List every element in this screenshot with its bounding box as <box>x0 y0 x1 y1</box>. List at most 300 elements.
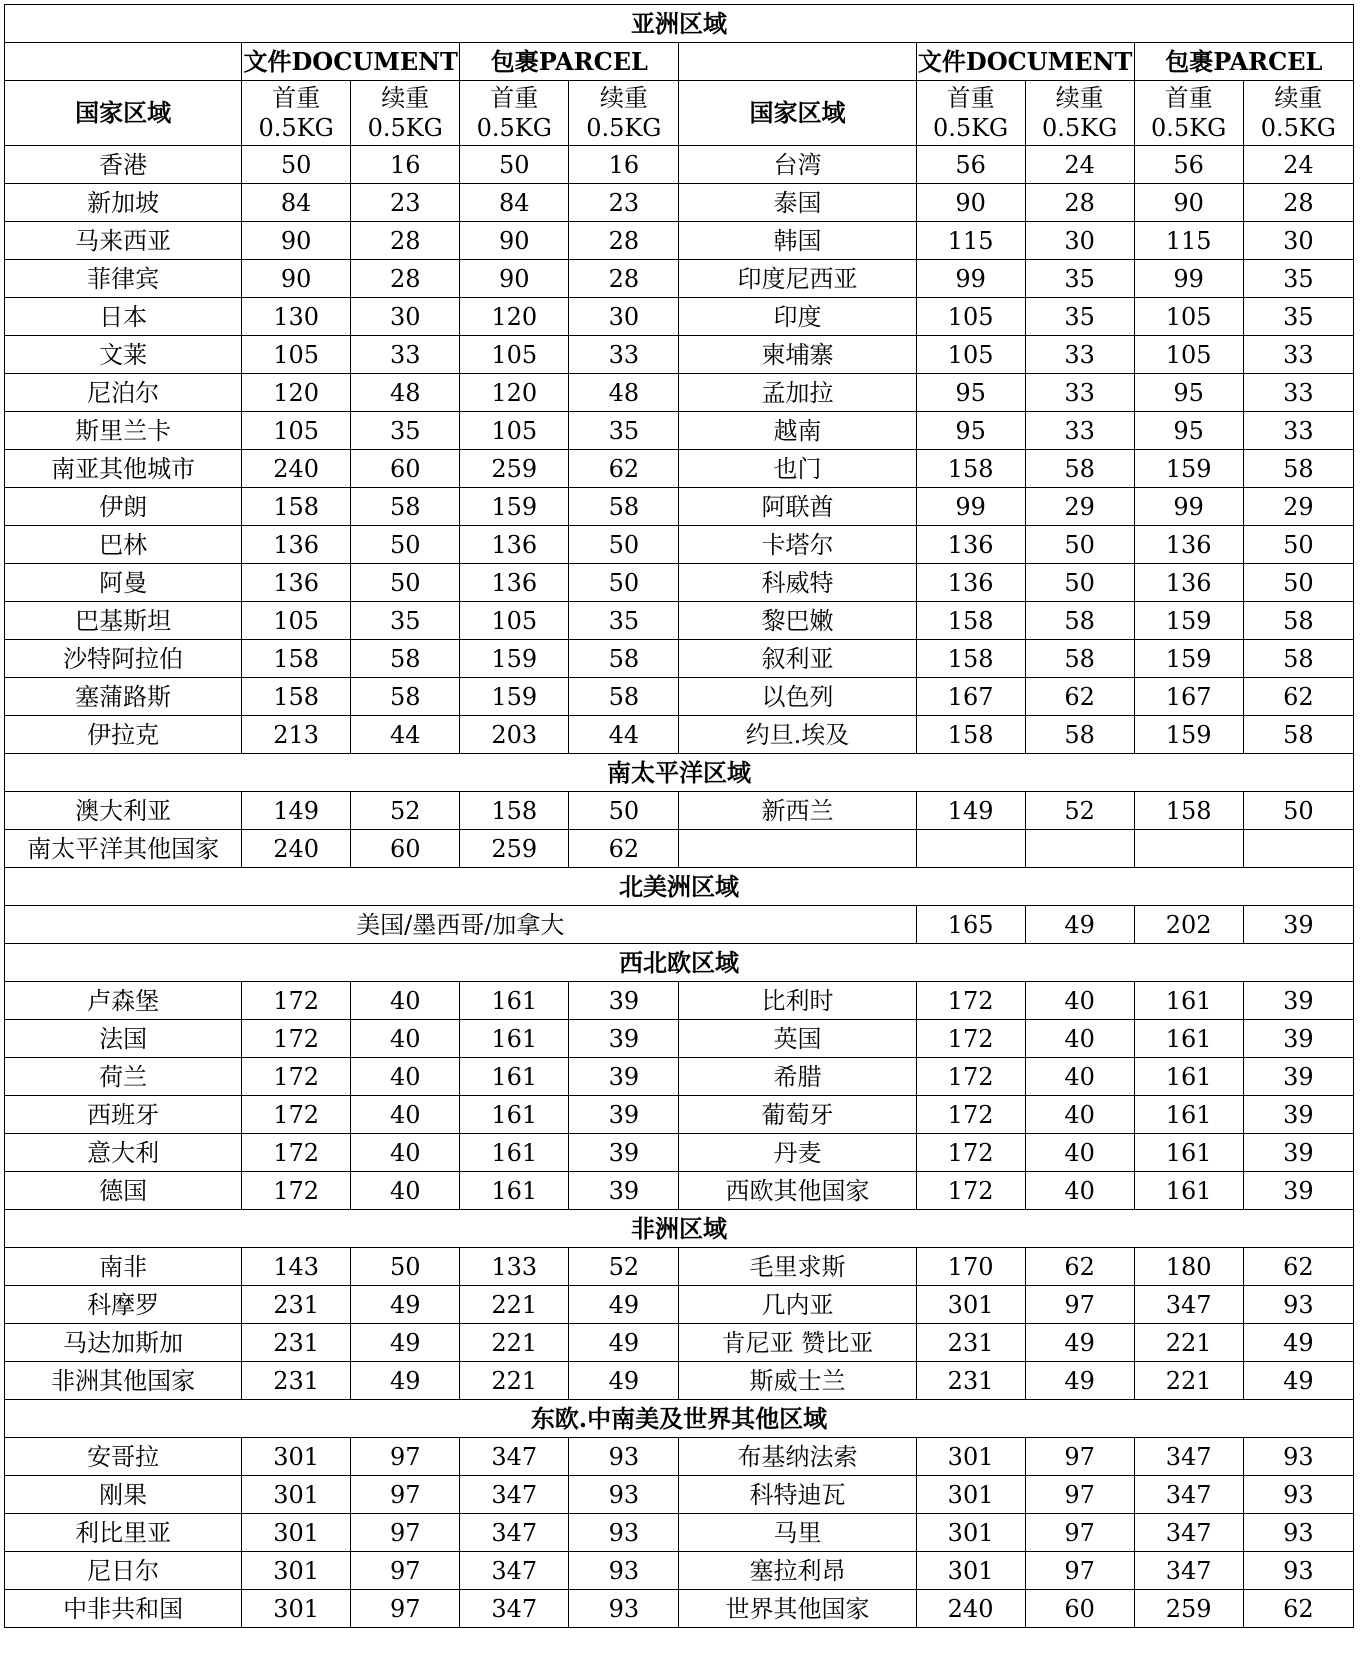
rate-value: 221 <box>460 1286 569 1324</box>
rate-value: 97 <box>351 1590 460 1628</box>
rate-value: 33 <box>1243 374 1353 412</box>
rate-value: 58 <box>1025 716 1134 754</box>
rate-value: 35 <box>351 602 460 640</box>
rate-value: 105 <box>460 336 569 374</box>
rate-value: 136 <box>1134 564 1243 602</box>
rate-value: 40 <box>1025 1172 1134 1210</box>
country-name: 卡塔尔 <box>679 526 916 564</box>
rate-value: 172 <box>242 1058 351 1096</box>
table-row <box>5 1248 1354 1286</box>
rate-value: 301 <box>242 1476 351 1514</box>
table-row <box>5 1514 1354 1552</box>
rate-value: 33 <box>1025 374 1134 412</box>
rate-value: 105 <box>916 336 1025 374</box>
rate-value: 40 <box>351 1096 460 1134</box>
table-row <box>5 298 1354 336</box>
header-row-groups <box>5 43 1354 81</box>
header-first-weight <box>916 81 1025 146</box>
header-blank <box>5 43 242 81</box>
rate-value: 23 <box>351 184 460 222</box>
rate-value: 301 <box>916 1286 1025 1324</box>
header-first-weight-unit: 0.5KG <box>932 114 1009 142</box>
country-name: 几内亚 <box>679 1286 916 1324</box>
rate-value: 56 <box>916 146 1025 184</box>
rate-value: 301 <box>916 1552 1025 1590</box>
country-name: 刚果 <box>5 1476 242 1514</box>
rate-value: 33 <box>1025 336 1134 374</box>
header-continued-weight-label: 续重 <box>599 84 648 112</box>
rate-value: 35 <box>1243 260 1353 298</box>
country-name: 尼泊尔 <box>5 374 242 412</box>
country-name: 文莱 <box>5 336 242 374</box>
country-name: 意大利 <box>5 1134 242 1172</box>
section-title: 非洲区域 <box>5 1210 1354 1248</box>
rate-value: 231 <box>916 1362 1025 1400</box>
rate-value: 347 <box>460 1438 569 1476</box>
rate-value: 161 <box>460 982 569 1020</box>
rate-value: 23 <box>569 184 679 222</box>
rate-value: 33 <box>351 336 460 374</box>
rate-value: 39 <box>1243 1134 1353 1172</box>
rate-value: 90 <box>242 260 351 298</box>
rate-table <box>4 4 1354 1628</box>
rate-value: 105 <box>460 412 569 450</box>
table-row <box>5 906 1354 944</box>
country-name: 科特迪瓦 <box>679 1476 916 1514</box>
rate-value: 347 <box>1134 1438 1243 1476</box>
rate-value: 58 <box>1243 602 1353 640</box>
rate-value: 30 <box>1243 222 1353 260</box>
section-title: 北美洲区域 <box>5 868 1354 906</box>
rate-value: 44 <box>569 716 679 754</box>
rate-value: 50 <box>1025 526 1134 564</box>
country-name: 安哥拉 <box>5 1438 242 1476</box>
rate-value: 62 <box>1025 1248 1134 1286</box>
rate-value: 105 <box>242 412 351 450</box>
rate-value: 180 <box>1134 1248 1243 1286</box>
rate-value: 97 <box>351 1438 460 1476</box>
rate-value: 97 <box>351 1514 460 1552</box>
country-name: 布基纳法索 <box>679 1438 916 1476</box>
header-first-weight-label: 首重 <box>946 84 995 112</box>
country-name: 美国/墨西哥/加拿大 <box>5 906 917 944</box>
table-row <box>5 1134 1354 1172</box>
section-title-row <box>5 1210 1354 1248</box>
rate-value: 172 <box>916 1020 1025 1058</box>
rate-value: 97 <box>1025 1438 1134 1476</box>
country-name: 非洲其他国家 <box>5 1362 242 1400</box>
rate-value: 158 <box>916 602 1025 640</box>
country-name: 塞蒲路斯 <box>5 678 242 716</box>
rate-value: 50 <box>351 564 460 602</box>
rate-value: 60 <box>351 830 460 868</box>
rate-value: 90 <box>460 260 569 298</box>
rate-value: 149 <box>242 792 351 830</box>
rate-value: 52 <box>351 792 460 830</box>
rate-value: 40 <box>351 1020 460 1058</box>
rate-value: 158 <box>1134 792 1243 830</box>
rate-value: 231 <box>916 1324 1025 1362</box>
header-continued-weight-label: 续重 <box>381 84 430 112</box>
table-row <box>5 1438 1354 1476</box>
rate-value: 28 <box>569 260 679 298</box>
country-name: 泰国 <box>679 184 916 222</box>
rate-value: 29 <box>1025 488 1134 526</box>
country-name: 西欧其他国家 <box>679 1172 916 1210</box>
rate-value: 56 <box>1134 146 1243 184</box>
rate-value: 159 <box>1134 602 1243 640</box>
rate-value: 39 <box>569 1134 679 1172</box>
table-row <box>5 602 1354 640</box>
rate-value: 28 <box>1025 184 1134 222</box>
rate-value: 240 <box>242 830 351 868</box>
header-document: 文件DOCUMENT <box>916 43 1134 81</box>
rate-value: 136 <box>460 564 569 602</box>
header-continued-weight-unit: 0.5KG <box>1041 114 1118 142</box>
rate-value: 33 <box>1025 412 1134 450</box>
rate-value: 172 <box>916 1096 1025 1134</box>
section-title: 西北欧区域 <box>5 944 1354 982</box>
header-first-weight-label: 首重 <box>490 84 539 112</box>
table-row <box>5 830 1354 868</box>
rate-value: 49 <box>1025 1324 1134 1362</box>
rate-value: 120 <box>460 298 569 336</box>
rate-value: 159 <box>1134 450 1243 488</box>
rate-value: 158 <box>242 678 351 716</box>
rate-value: 90 <box>916 184 1025 222</box>
rate-value: 347 <box>460 1476 569 1514</box>
rate-value: 62 <box>1243 1590 1353 1628</box>
table-row <box>5 1362 1354 1400</box>
rate-value: 167 <box>1134 678 1243 716</box>
country-name: 越南 <box>679 412 916 450</box>
rate-value: 231 <box>242 1286 351 1324</box>
country-name: 沙特阿拉伯 <box>5 640 242 678</box>
rate-value: 39 <box>569 982 679 1020</box>
rate-value: 93 <box>569 1438 679 1476</box>
rate-value: 136 <box>916 526 1025 564</box>
rate-value: 105 <box>1134 298 1243 336</box>
rate-value: 58 <box>1243 640 1353 678</box>
header-first-weight-unit: 0.5KG <box>476 114 552 142</box>
rate-value: 39 <box>569 1172 679 1210</box>
rate-value: 159 <box>460 640 569 678</box>
rate-value: 49 <box>1025 1362 1134 1400</box>
rate-value: 172 <box>242 1096 351 1134</box>
rate-value: 58 <box>351 640 460 678</box>
rate-value: 35 <box>569 412 679 450</box>
rate-value: 58 <box>1025 450 1134 488</box>
rate-value: 97 <box>1025 1552 1134 1590</box>
rate-value: 105 <box>916 298 1025 336</box>
rate-value: 161 <box>1134 1058 1243 1096</box>
country-name <box>679 830 916 868</box>
rate-value: 120 <box>242 374 351 412</box>
rate-value: 159 <box>1134 716 1243 754</box>
country-name: 以色列 <box>679 678 916 716</box>
section-title: 亚洲区域 <box>5 5 1354 43</box>
country-name: 葡萄牙 <box>679 1096 916 1134</box>
rate-value: 39 <box>569 1058 679 1096</box>
table-row <box>5 1590 1354 1628</box>
header-parcel: 包裹PARCEL <box>460 43 679 81</box>
rate-value: 40 <box>1025 1096 1134 1134</box>
rate-value: 161 <box>1134 982 1243 1020</box>
rate-value: 62 <box>569 450 679 488</box>
country-name: 澳大利亚 <box>5 792 242 830</box>
rate-value: 50 <box>1025 564 1134 602</box>
section-title-row <box>5 754 1354 792</box>
table-row <box>5 1324 1354 1362</box>
country-name: 巴林 <box>5 526 242 564</box>
rate-value: 40 <box>351 1134 460 1172</box>
rate-value: 39 <box>1243 1058 1353 1096</box>
rate-value: 301 <box>242 1590 351 1628</box>
rate-value: 149 <box>916 792 1025 830</box>
rate-value: 161 <box>460 1134 569 1172</box>
rate-value: 93 <box>1243 1514 1353 1552</box>
rate-value: 50 <box>569 792 679 830</box>
rate-value: 58 <box>1243 450 1353 488</box>
rate-value: 58 <box>351 488 460 526</box>
section-title-row <box>5 868 1354 906</box>
rate-value: 93 <box>569 1552 679 1590</box>
rate-value: 172 <box>916 1134 1025 1172</box>
rate-value: 347 <box>460 1514 569 1552</box>
table-row <box>5 260 1354 298</box>
country-name: 台湾 <box>679 146 916 184</box>
rate-value: 95 <box>1134 412 1243 450</box>
header-continued-weight <box>569 81 679 146</box>
rate-value: 172 <box>242 1134 351 1172</box>
rate-value: 39 <box>569 1020 679 1058</box>
table-row <box>5 412 1354 450</box>
rate-value: 93 <box>569 1476 679 1514</box>
rate-value: 172 <box>242 982 351 1020</box>
rate-value: 301 <box>242 1438 351 1476</box>
rate-value: 35 <box>351 412 460 450</box>
rate-value: 62 <box>1025 678 1134 716</box>
section-title: 东欧.中南美及世界其他区域 <box>5 1400 1354 1438</box>
rate-value: 231 <box>242 1362 351 1400</box>
country-name: 德国 <box>5 1172 242 1210</box>
rate-value: 49 <box>1243 1324 1353 1362</box>
rate-value: 50 <box>1243 564 1353 602</box>
country-name: 卢森堡 <box>5 982 242 1020</box>
rate-value: 170 <box>916 1248 1025 1286</box>
rate-value: 58 <box>569 640 679 678</box>
rate-value: 221 <box>1134 1324 1243 1362</box>
rate-value: 62 <box>1243 1248 1353 1286</box>
header-row-weights <box>5 81 1354 146</box>
header-continued-weight <box>351 81 460 146</box>
header-continued-weight-label: 续重 <box>1055 84 1104 112</box>
rate-value: 50 <box>569 526 679 564</box>
rate-value: 136 <box>916 564 1025 602</box>
rate-value: 165 <box>916 906 1025 944</box>
country-name: 毛里求斯 <box>679 1248 916 1286</box>
rate-value: 202 <box>1134 906 1243 944</box>
rate-value: 39 <box>569 1096 679 1134</box>
rate-value <box>1134 830 1243 868</box>
header-document: 文件DOCUMENT <box>242 43 460 81</box>
rate-value: 347 <box>1134 1286 1243 1324</box>
country-name: 也门 <box>679 450 916 488</box>
rate-value: 259 <box>460 450 569 488</box>
rate-value: 49 <box>569 1362 679 1400</box>
rate-value: 159 <box>460 488 569 526</box>
rate-value: 136 <box>242 564 351 602</box>
header-continued-weight <box>1243 81 1353 146</box>
table-row <box>5 184 1354 222</box>
rate-value: 50 <box>569 564 679 602</box>
table-row <box>5 792 1354 830</box>
rate-value: 30 <box>1025 222 1134 260</box>
country-name: 南太平洋其他国家 <box>5 830 242 868</box>
rate-value: 28 <box>351 260 460 298</box>
rate-value <box>916 830 1025 868</box>
rate-value: 130 <box>242 298 351 336</box>
rate-value: 172 <box>916 1172 1025 1210</box>
rate-value: 161 <box>1134 1020 1243 1058</box>
rate-value: 203 <box>460 716 569 754</box>
rate-value: 221 <box>460 1362 569 1400</box>
rate-value: 49 <box>351 1286 460 1324</box>
rate-value: 161 <box>460 1020 569 1058</box>
table-row <box>5 1476 1354 1514</box>
rate-value: 40 <box>1025 1020 1134 1058</box>
header-continued-weight-unit: 0.5KG <box>1260 114 1336 142</box>
table-row <box>5 678 1354 716</box>
rate-value: 301 <box>916 1514 1025 1552</box>
rate-value: 93 <box>1243 1476 1353 1514</box>
country-name: 韩国 <box>679 222 916 260</box>
rate-value: 167 <box>916 678 1025 716</box>
country-name: 阿联酋 <box>679 488 916 526</box>
country-name: 伊拉克 <box>5 716 242 754</box>
rate-value: 133 <box>460 1248 569 1286</box>
rate-value: 84 <box>460 184 569 222</box>
rate-value: 58 <box>1243 716 1353 754</box>
table-row <box>5 146 1354 184</box>
rate-value: 60 <box>1025 1590 1134 1628</box>
rate-value: 24 <box>1243 146 1353 184</box>
header-first-weight-unit: 0.5KG <box>1151 114 1227 142</box>
rate-value: 49 <box>569 1286 679 1324</box>
rate-value: 158 <box>242 488 351 526</box>
rate-value: 347 <box>460 1552 569 1590</box>
rate-value: 49 <box>1243 1362 1353 1400</box>
rate-value: 136 <box>242 526 351 564</box>
rate-value: 95 <box>916 412 1025 450</box>
rate-value: 136 <box>460 526 569 564</box>
rate-value: 105 <box>242 336 351 374</box>
rate-value: 49 <box>1025 906 1134 944</box>
rate-value: 48 <box>569 374 679 412</box>
rate-value: 30 <box>569 298 679 336</box>
rate-value: 97 <box>1025 1514 1134 1552</box>
table-row <box>5 1096 1354 1134</box>
header-country-region: 国家区域 <box>679 81 916 146</box>
country-name: 荷兰 <box>5 1058 242 1096</box>
section-title-row <box>5 944 1354 982</box>
country-name: 印度尼西亚 <box>679 260 916 298</box>
rate-value <box>1243 830 1353 868</box>
table-row <box>5 526 1354 564</box>
table-row <box>5 1058 1354 1096</box>
header-first-weight-unit: 0.5KG <box>258 114 334 142</box>
rate-value: 39 <box>1243 982 1353 1020</box>
header-first-weight <box>242 81 351 146</box>
country-name: 科摩罗 <box>5 1286 242 1324</box>
rate-value: 240 <box>916 1590 1025 1628</box>
rate-value: 58 <box>351 678 460 716</box>
country-name: 塞拉利昂 <box>679 1552 916 1590</box>
rate-value: 259 <box>460 830 569 868</box>
rate-value: 16 <box>351 146 460 184</box>
rate-value: 58 <box>1025 602 1134 640</box>
country-name: 阿曼 <box>5 564 242 602</box>
rate-value: 39 <box>1243 1020 1353 1058</box>
rate-value: 24 <box>1025 146 1134 184</box>
rate-value: 97 <box>1025 1286 1134 1324</box>
rate-value: 120 <box>460 374 569 412</box>
rate-value: 161 <box>1134 1172 1243 1210</box>
header-continued-weight-unit: 0.5KG <box>367 114 443 142</box>
header-first-weight-label: 首重 <box>272 84 321 112</box>
rate-value: 58 <box>569 678 679 716</box>
rate-value: 50 <box>1243 526 1353 564</box>
rate-value: 231 <box>242 1324 351 1362</box>
section-title-row <box>5 1400 1354 1438</box>
rate-value: 93 <box>1243 1438 1353 1476</box>
rate-value: 33 <box>569 336 679 374</box>
rate-value: 52 <box>1025 792 1134 830</box>
rate-value: 161 <box>460 1096 569 1134</box>
country-name: 柬埔寨 <box>679 336 916 374</box>
rate-value: 40 <box>351 1058 460 1096</box>
rate-value: 90 <box>1134 184 1243 222</box>
rate-value: 93 <box>569 1514 679 1552</box>
country-name: 马里 <box>679 1514 916 1552</box>
rate-value: 49 <box>351 1324 460 1362</box>
rate-value: 161 <box>460 1058 569 1096</box>
rate-value: 16 <box>569 146 679 184</box>
country-name: 肯尼亚 赞比亚 <box>679 1324 916 1362</box>
rate-value: 93 <box>1243 1286 1353 1324</box>
table-row <box>5 488 1354 526</box>
country-name: 马达加斯加 <box>5 1324 242 1362</box>
rate-value: 35 <box>569 602 679 640</box>
rate-value: 50 <box>351 1248 460 1286</box>
rate-value: 105 <box>460 602 569 640</box>
country-name: 菲律宾 <box>5 260 242 298</box>
rate-value: 35 <box>1025 298 1134 336</box>
table-row <box>5 716 1354 754</box>
rate-value: 301 <box>242 1514 351 1552</box>
rate-value: 50 <box>460 146 569 184</box>
country-name: 香港 <box>5 146 242 184</box>
rate-value: 90 <box>460 222 569 260</box>
country-name: 黎巴嫩 <box>679 602 916 640</box>
country-name: 叙利亚 <box>679 640 916 678</box>
rate-value: 172 <box>916 982 1025 1020</box>
rate-value: 172 <box>242 1172 351 1210</box>
country-name: 丹麦 <box>679 1134 916 1172</box>
rate-value: 158 <box>916 450 1025 488</box>
rate-value: 95 <box>1134 374 1243 412</box>
rate-value: 93 <box>569 1590 679 1628</box>
